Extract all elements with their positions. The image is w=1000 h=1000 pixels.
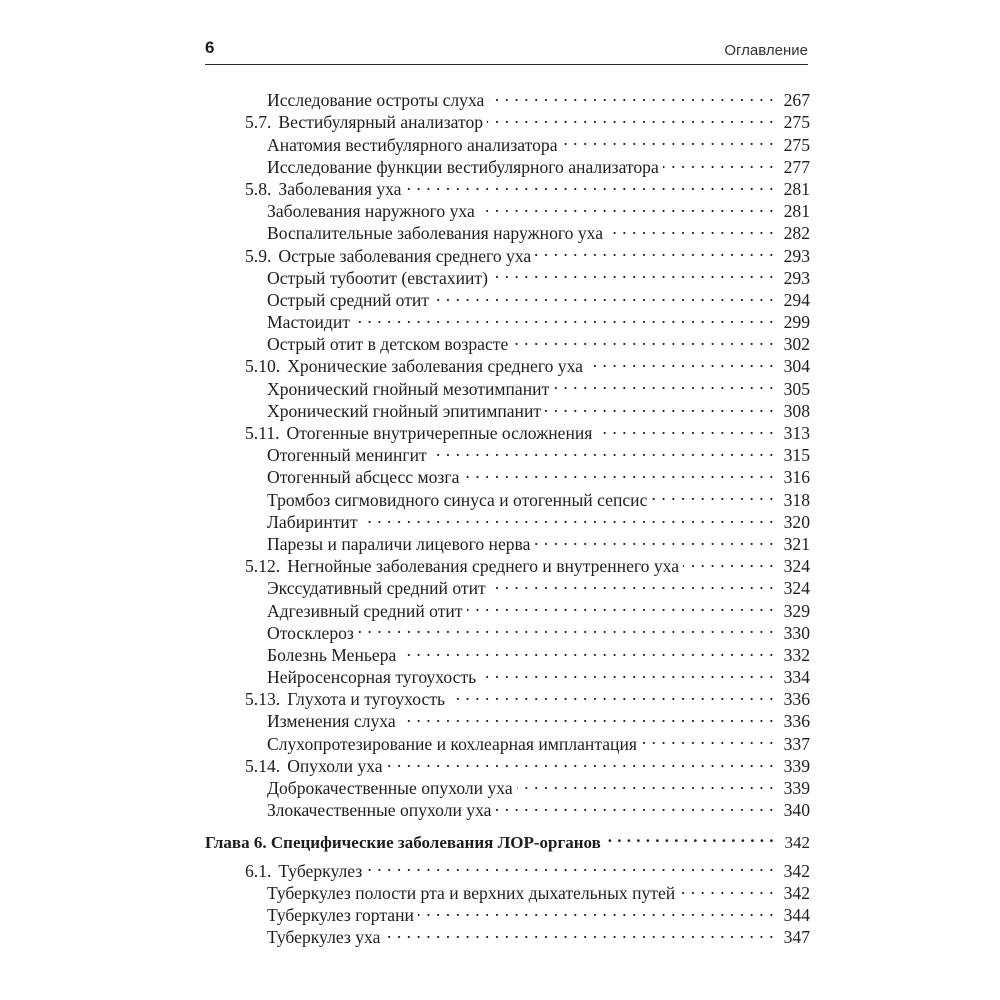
dot-leader	[492, 262, 774, 284]
toc-entry-title: Туберкулез	[278, 860, 363, 881]
toc-entry-page: 313	[783, 423, 810, 443]
toc-entry-title: Туберкулез уха	[267, 927, 381, 948]
toc-entry-page: 334	[783, 667, 810, 688]
dot-leader	[545, 395, 774, 417]
dot-leader	[418, 899, 774, 921]
dot-leader	[512, 328, 774, 350]
toc-entry-page: 294	[783, 289, 810, 310]
dot-leader	[488, 84, 774, 106]
dot-leader	[607, 217, 774, 239]
toc-entry-title: Нейросенсорная тугоухость	[267, 667, 477, 688]
toc-entry-title: Злокачественные опухоли уха	[267, 800, 492, 821]
page-number: 6	[205, 38, 215, 57]
dot-leader	[641, 727, 774, 749]
dot-leader	[384, 921, 774, 943]
toc-entry-title: Заболевания уха	[278, 178, 402, 199]
dot-leader	[596, 417, 774, 439]
toc-entry-page: 267	[783, 90, 810, 111]
toc-entry-page: 318	[783, 489, 810, 510]
toc-entry-title: Туберкулез гортани	[267, 904, 414, 925]
toc-entry-title: Острый тубоотит (евстахиит)	[267, 267, 488, 288]
toc-section-entry[interactable]	[205, 854, 810, 881]
toc-entry-title: Лабиринтит	[267, 511, 358, 532]
dot-leader	[366, 854, 774, 876]
toc-entry-page: 282	[783, 223, 810, 244]
toc-entry-page: 304	[783, 356, 810, 377]
dot-leader	[534, 528, 774, 550]
toc-entry-title: Острый отит в детском возрасте	[267, 334, 509, 355]
dot-leader	[433, 284, 774, 306]
toc-entry-page: 324	[783, 556, 810, 577]
toc-entry-page: 339	[783, 755, 810, 776]
toc-entry-page: 324	[783, 578, 810, 599]
toc-entry-page: 293	[783, 245, 810, 266]
toc-entry-page: 344	[783, 904, 810, 925]
toc-entry-page: 329	[783, 600, 810, 621]
toc-entry-title: Хронические заболевания среднего уха	[287, 356, 583, 377]
toc-entry-title: Воспалительные заболевания наружного уха	[267, 223, 604, 244]
toc-entry-title: Острые заболевания среднего уха	[278, 245, 532, 266]
toc-entry-number: 5.8.	[245, 178, 272, 199]
toc-entry-number: 5.11.	[245, 423, 280, 443]
dot-leader	[467, 594, 774, 616]
dot-leader	[358, 617, 774, 639]
toc-entry-page: 330	[783, 622, 810, 643]
toc-entry-number: 5.7.	[245, 112, 272, 133]
dot-leader	[562, 128, 774, 150]
toc-entry-page: 342	[784, 833, 810, 853]
toc-entry-page: 275	[783, 134, 810, 155]
toc-entry-number: 5.10.	[245, 356, 281, 377]
dot-leader	[406, 173, 775, 195]
toc-entry-title: Отогенные внутричерепные осложнения	[286, 423, 593, 443]
toc-entry-title: Исследование остроты слуха	[267, 90, 485, 111]
header-divider	[205, 64, 808, 65]
dot-leader	[449, 683, 774, 705]
dot-leader	[495, 794, 774, 816]
toc-entry-page: 342	[783, 882, 810, 903]
toc-entry-page: 337	[783, 733, 810, 754]
toc-entry-title: Тромбоз сигмовидного синуса и отогенный сепсис	[267, 489, 648, 510]
toc-entry-title: Туберкулез полости рта и верхних дыхательных путей	[267, 882, 676, 903]
toc-entry-number: 5.9.	[245, 245, 272, 266]
dot-leader	[487, 106, 774, 128]
dot-leader	[400, 705, 774, 727]
toc-entry-title: Отогенный менингит	[267, 445, 427, 466]
toc-entry-title: Болезнь Меньера	[267, 644, 397, 665]
toc-entry-number: 6.1.	[245, 860, 272, 881]
toc-entry-page: 305	[783, 378, 810, 399]
toc-entry-title: Глава 6. Специфические заболевания ЛОР-органов	[205, 833, 601, 853]
table-of-contents	[205, 84, 810, 948]
toc-entry-title: Хронический гнойный эпитимпанит	[267, 400, 542, 421]
dot-leader	[683, 550, 774, 572]
toc-entry-title: Парезы и параличи лицевого нерва	[267, 533, 531, 554]
toc-entry-page: 320	[783, 511, 810, 532]
dot-leader	[463, 461, 774, 483]
dot-leader	[400, 639, 774, 661]
dot-leader	[479, 195, 774, 217]
toc-entry-page: 347	[783, 927, 810, 948]
toc-entry-title: Доброкачественные опухоли уха	[267, 778, 513, 798]
toc-entry-page: 339	[783, 778, 810, 798]
dot-leader	[605, 826, 774, 848]
toc-entry-title: Анатомия вестибулярного анализатора	[267, 134, 558, 155]
dot-leader	[663, 151, 774, 173]
dot-leader	[679, 877, 774, 899]
toc-entry-title: Заболевания наружного уха	[267, 201, 475, 222]
dot-leader	[587, 350, 774, 372]
toc-entry-page: 293	[783, 267, 810, 288]
toc-entry-page: 340	[783, 800, 810, 821]
dot-leader	[387, 750, 774, 772]
toc-entry-title: Слухопротезирование и кохлеарная имплантация	[267, 733, 637, 754]
toc-entry-title: Изменения слуха	[267, 711, 396, 732]
toc-entry-number: 5.14.	[245, 755, 281, 776]
toc-entry-page: 336	[783, 711, 810, 732]
dot-leader	[490, 572, 774, 594]
toc-entry-title: Хронический гнойный мезотимпанит	[267, 378, 550, 399]
dot-leader	[535, 239, 774, 261]
toc-entry-page: 321	[783, 533, 810, 554]
dot-leader	[431, 439, 774, 461]
toc-entry-title: Отосклероз	[267, 622, 354, 643]
toc-entry-page: 308	[783, 400, 810, 421]
toc-entry-number: 5.12.	[245, 556, 281, 577]
toc-entry-page: 277	[783, 156, 810, 177]
toc-entry-page: 342	[783, 860, 810, 881]
toc-entry-number: 5.13.	[245, 689, 281, 710]
toc-entry-title: Адгезивный средний отит	[267, 600, 463, 621]
toc-entry-title: Негнойные заболевания среднего и внутреннего уха	[287, 556, 680, 577]
toc-entry-page: 275	[783, 112, 810, 133]
toc-entry-title: Острый средний отит	[267, 289, 429, 310]
dot-leader	[480, 661, 774, 683]
dot-leader	[651, 483, 774, 505]
toc-entry-page: 299	[783, 312, 810, 333]
toc-entry-title: Экссудативный средний отит	[267, 578, 486, 599]
dot-leader	[362, 506, 774, 528]
toc-entry-page: 316	[783, 467, 810, 488]
dot-leader	[517, 772, 774, 794]
toc-subsection-entry[interactable]	[205, 84, 810, 111]
toc-entry-page: 281	[783, 201, 810, 222]
toc-entry-title: Опухоли уха	[287, 755, 383, 776]
dot-leader	[354, 306, 774, 328]
toc-chapter-entry[interactable]	[205, 826, 810, 853]
toc-entry-page: 302	[783, 334, 810, 355]
running-header-title: Оглавление	[724, 42, 808, 59]
toc-entry-title: Исследование функции вестибулярного анализатора	[267, 156, 659, 177]
toc-entry-page: 315	[783, 445, 810, 466]
toc-entry-page: 336	[783, 689, 810, 710]
dot-leader	[553, 372, 774, 394]
toc-entry-title: Вестибулярный анализатор	[278, 112, 484, 133]
toc-entry-page: 281	[783, 178, 810, 199]
toc-entry-title: Мастоидит	[267, 312, 350, 333]
toc-entry-title: Глухота и тугоухость	[287, 689, 446, 710]
toc-entry-title: Отогенный абсцесс мозга	[267, 467, 460, 488]
toc-entry-page: 332	[783, 644, 810, 665]
